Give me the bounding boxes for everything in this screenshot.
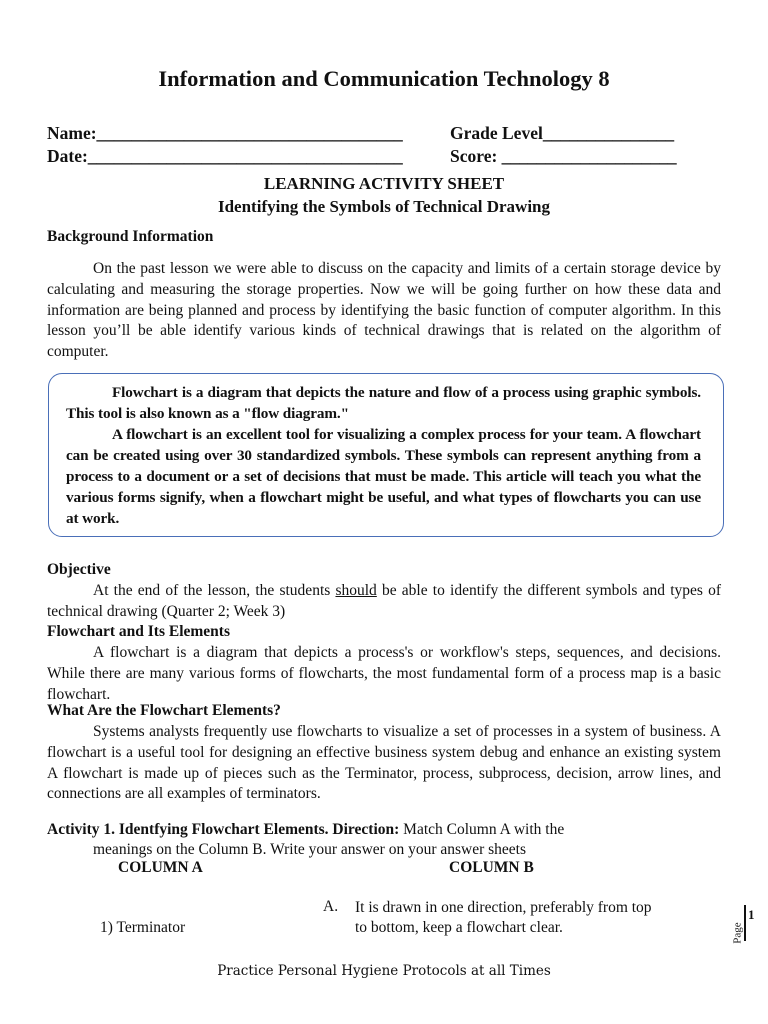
grade-level-field[interactable]: Grade Level_______________ <box>450 123 675 143</box>
page-divider <box>744 905 746 941</box>
flowchart-definition-box <box>48 373 724 537</box>
objective-text-end: be able to identify the different symbols and types of technical drawing (Quarter 2; Week 3) <box>47 582 722 620</box>
column-b-item-a: It is drawn in one direction, preferably from top to bottom, keep a flowchart clear. <box>355 899 652 936</box>
activity-direction: Match Column A with the <box>399 821 565 838</box>
name-field[interactable]: Name:___________________________________ <box>47 123 403 143</box>
score-field[interactable]: Score: ____________________ <box>450 146 677 166</box>
sheet-subheading: Identifying the Symbols of Technical Drawing <box>217 197 550 216</box>
objective-text <box>47 581 721 623</box>
objective-text-start: At the end of the lesson, the students <box>93 582 336 599</box>
flowchart-elements-text: A flowchart is a diagram that depicts a process's or workflow's steps, sequences, and decisions. While there are many various forms of flowcharts, the most fundamental form of a process map is a basic flowchart. <box>47 644 721 703</box>
document-title: Information and Communication Technology 8 <box>158 66 610 91</box>
sheet-heading: LEARNING ACTIVITY SHEET <box>263 174 505 193</box>
column-a-item-1: 1) Terminator <box>100 919 186 936</box>
activity-title: Activity 1. Identfying Flowchart Elements. Direction: <box>47 821 400 838</box>
callout-paragraph-1: Flowchart is a diagram that depicts the nature and flow of a process using graphic symbols. This tool is also known as a "flow diagram." <box>66 384 701 422</box>
activity-instructions <box>47 820 727 860</box>
column-b-heading: COLUMN B <box>449 859 534 876</box>
column-a-heading: COLUMN A <box>118 859 203 876</box>
objective-heading: Objective <box>47 561 111 578</box>
footer-reminder: Practice Personal Hygiene Protocols at all Times <box>217 963 551 979</box>
what-are-text: Systems analysts frequently use flowcharts to visualize a set of processes in a system of business. A flowchart is a useful tool for designing an effective business system debug and enhance an existing system A flowchart is made up of pieces such as the Terminator, process, subprocess, decision, arrow lines, and connections are all examples of terminators. <box>47 723 721 803</box>
date-field[interactable]: Date:____________________________________ <box>47 146 403 166</box>
page-number-mark <box>731 905 757 955</box>
objective-underlined-word: should <box>335 582 377 599</box>
activity-direction-continued: meanings on the Column B. Write your answer on your answer sheets <box>93 841 527 858</box>
column-b-letter-a: A. <box>323 898 339 915</box>
background-text: On the past lesson we were able to discuss on the capacity and limits of a certain storage device by calculating and measuring the storage properties. Now we will be going further on how these data and information are being planned and process by identifying the basic function of computer algorithm. In this lesson you’ll be able identify various kinds of technical drawings that is related on the algorithm of computer. <box>47 260 721 361</box>
what-are-heading: What Are the Flowchart Elements? <box>47 702 281 719</box>
background-heading: Background Information <box>47 228 214 245</box>
page-number: 1 <box>748 907 755 922</box>
flowchart-elements-heading: Flowchart and Its Elements <box>47 623 230 640</box>
page-label: Page <box>731 922 744 944</box>
callout-paragraph-2: A flowchart is an excellent tool for visualizing a complex process for your team. A flowchart can be created using over 30 standardized symbols. These symbols can represent anything from a process to a document or a set of decisions that must be made. This article will teach you what the various forms signify, when a flowchart might be useful, and what types of flowcharts you can use at work. <box>66 426 701 527</box>
